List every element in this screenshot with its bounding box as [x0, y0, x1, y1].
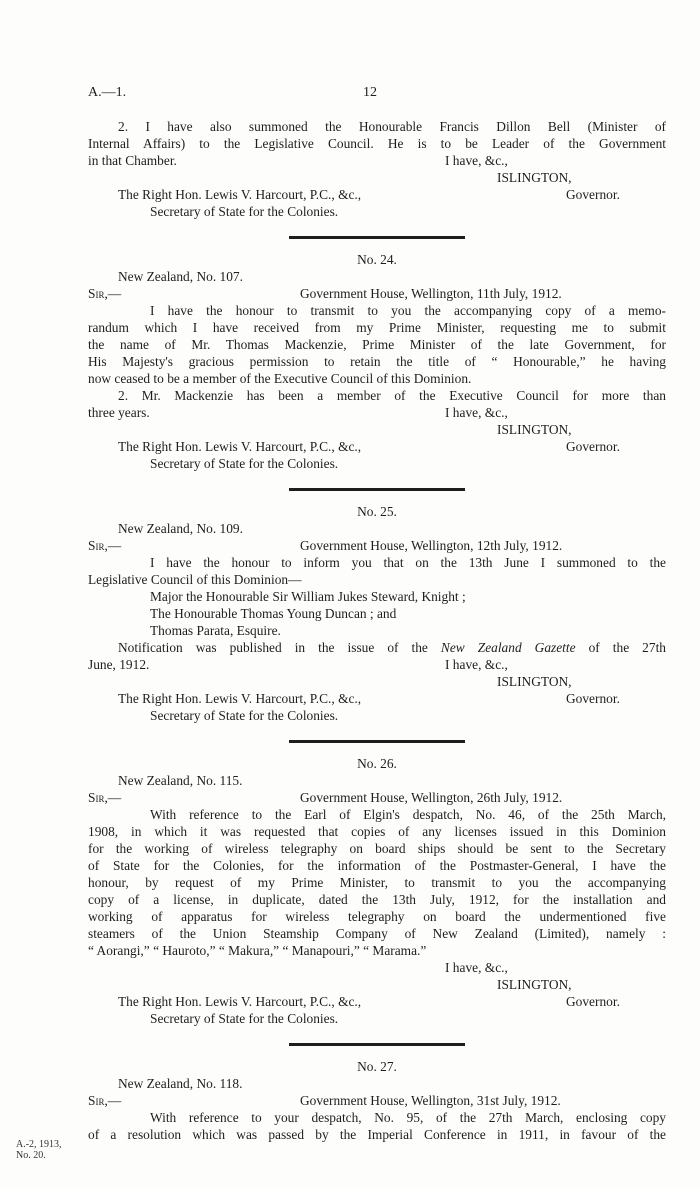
body-line: of a resolution which was passed by the Imperial Conference in 1911, in favour of the — [88, 1127, 666, 1142]
signer-line: ISLINGTON, — [497, 977, 572, 992]
signer-line: ISLINGTON, — [497, 674, 572, 689]
addressee: The Right Hon. Lewis V. Harcourt, P.C., &c., — [118, 187, 362, 202]
body-line: steamers of the Union Steamship Company of New Zealand (Limited), namely : — [88, 926, 666, 941]
margin-note: A.-2, 1913, No. 20. — [16, 1139, 62, 1161]
section-divider — [289, 1043, 465, 1046]
have-etc-line — [88, 959, 666, 976]
dateline: Government House, Wellington, 12th July, 1912. — [300, 538, 563, 553]
body-line: I have the honour to transmit to you the accompanying copy of a memo- — [150, 303, 666, 318]
governor-title: Governor. — [566, 691, 620, 706]
body-line: working of apparatus for wireless telegraphy on board the undermentioned five — [88, 909, 666, 924]
notification-line: Notification was published in the issue of the New Zealand Gazette of the 27th — [118, 640, 666, 655]
secretary-line: Secretary of State for the Colonies. — [150, 456, 339, 471]
salutation-line: Sir,— Government House, Wellington, 31st July, 1912. — [88, 1093, 561, 1108]
addressee-line — [88, 438, 666, 455]
nz-reference: New Zealand, No. 109. — [118, 521, 243, 536]
gazette-title: New Zealand Gazette — [440, 640, 576, 655]
salutation-line: Sir,— Government House, Wellington, 12th July, 1912. — [88, 538, 563, 553]
addressee-line — [88, 186, 666, 203]
secretary-line: Secretary of State for the Colonies. — [150, 708, 339, 723]
name-item: Thomas Parata, Esquire. — [150, 623, 281, 638]
text-column — [88, 118, 666, 1143]
section-divider — [289, 236, 465, 239]
body-line: for the working of wireless telegraphy on board ships should be sent to the Secretary — [88, 841, 666, 856]
body-line: June, 1912. I have, &c., — [88, 657, 508, 672]
page-number: 12 — [363, 85, 377, 100]
have-etc: I have, &c., — [445, 153, 508, 168]
nz-reference: New Zealand, No. 107. — [118, 269, 243, 284]
body-line: copy of a license, in duplicate, dated the 13th July, 1912, for the installation and — [88, 892, 666, 907]
have-etc: I have, &c., — [445, 405, 508, 420]
despatch-number: No. 26. — [357, 756, 397, 771]
body-line: 2. Mr. Mackenzie has been a member of the Executive Council for more than — [118, 388, 666, 403]
have-etc: I have, &c., — [445, 960, 508, 975]
section-divider — [289, 740, 465, 743]
despatch-number: No. 25. — [357, 504, 397, 519]
body-line: His Majesty's gracious permission to retain the title of “ Honourable,” he having — [88, 354, 666, 369]
body-line: now ceased to be a member of the Executive Council of this Dominion. — [88, 371, 472, 386]
signer-line: ISLINGTON, — [497, 170, 572, 185]
despatch-number: No. 27. — [357, 1059, 397, 1074]
governor-title: Governor. — [566, 439, 620, 454]
name-item: The Honourable Thomas Young Duncan ; and — [150, 606, 397, 621]
have-etc: I have, &c., — [445, 657, 508, 672]
nz-reference: New Zealand, No. 115. — [118, 773, 243, 788]
signer-line: ISLINGTON, — [497, 422, 572, 437]
name-item: Major the Honourable Sir William Jukes Steward, Knight ; — [150, 589, 466, 604]
document-reference: A.—1. — [88, 85, 127, 100]
dateline: Government House, Wellington, 31st July, 1912. — [300, 1093, 561, 1108]
addressee: The Right Hon. Lewis V. Harcourt, P.C., &c., — [118, 691, 362, 706]
despatch-number: No. 24. — [357, 252, 397, 267]
salutation-line: Sir,— Government House, Wellington, 26th July, 1912. — [88, 790, 563, 805]
body-line: “ Aorangi,” “ Hauroto,” “ Makura,” “ Manapouri,” “ Marama.” — [88, 943, 427, 958]
body-line: honour, by request of my Prime Minister, to transmit to you the accompanying — [88, 875, 666, 890]
dateline: Government House, Wellington, 11th July, 1912. — [300, 286, 562, 301]
body-line: I have the honour to inform you that on the 13th June I summoned to the — [150, 555, 666, 570]
body-line: three years. I have, &c., — [88, 405, 508, 420]
secretary-line: Secretary of State for the Colonies. — [150, 1011, 339, 1026]
nz-reference: New Zealand, No. 118. — [118, 1076, 243, 1091]
governor-title: Governor. — [566, 187, 620, 202]
addressee-line — [88, 993, 666, 1010]
body-line: With reference to your despatch, No. 95, of the 27th March, enclosing copy — [150, 1110, 666, 1125]
body-line: 1908, in which it was requested that copies of any licenses issued in this Dominion — [88, 824, 666, 839]
intro-line-1: 2. I have also summoned the Honourable Francis Dillon Bell (Minister of — [118, 119, 666, 134]
section-divider — [289, 488, 465, 491]
body-line: of State for the Colonies, for the information of the Postmaster-General, I have the — [88, 858, 666, 873]
body-line: Legislative Council of this Dominion— — [88, 572, 302, 587]
secretary-line: Secretary of State for the Colonies. — [150, 204, 339, 219]
body-line: With reference to the Earl of Elgin's despatch, No. 46, of the 25th March, — [150, 807, 666, 822]
page-header — [88, 84, 648, 102]
intro-line-2: Internal Affairs) to the Legislative Council. He is to be Leader of the Government — [88, 136, 666, 151]
governor-title: Governor. — [566, 994, 620, 1009]
dateline: Government House, Wellington, 26th July, 1912. — [300, 790, 563, 805]
addressee: The Right Hon. Lewis V. Harcourt, P.C., &c., — [118, 439, 362, 454]
salutation-line: Sir,— Government House, Wellington, 11th July, 1912. — [88, 286, 562, 301]
body-line: the name of Mr. Thomas Mackenzie, Prime Minister of the late Government, for — [88, 337, 666, 352]
intro-line-3: in that Chamber. I have, &c., — [88, 153, 508, 168]
body-line: randum which I have received from my Prime Minister, requesting me to submit — [88, 320, 666, 335]
addressee: The Right Hon. Lewis V. Harcourt, P.C., &c., — [118, 994, 362, 1009]
addressee-line — [88, 690, 666, 707]
